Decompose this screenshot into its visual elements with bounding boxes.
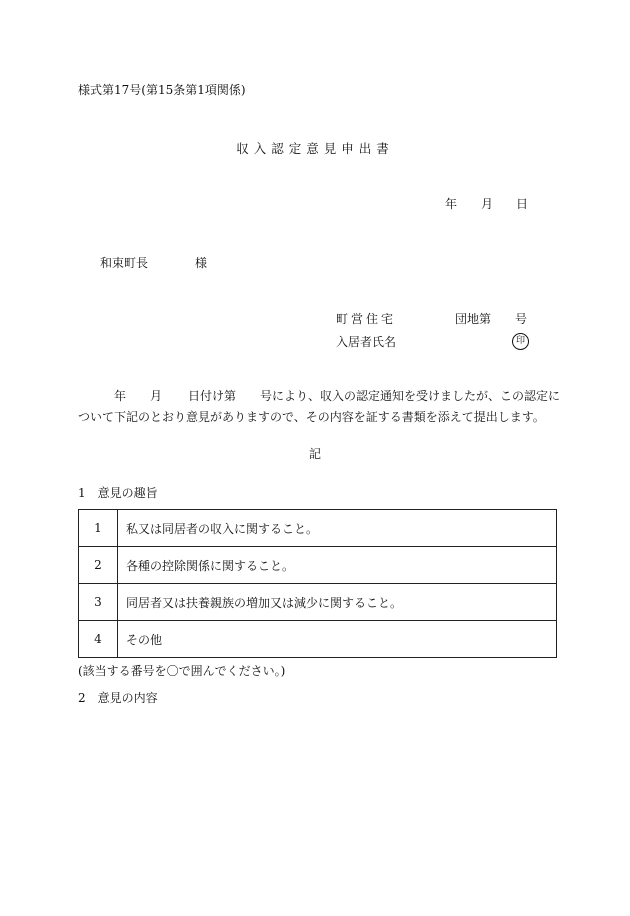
addressee-honorific: 様 [195, 256, 208, 270]
table-row [79, 584, 557, 621]
option-text: 各種の控除関係に関すること。 [118, 547, 557, 584]
addressee-name: 和束町長 [100, 256, 149, 270]
form-number: 様式第17号(第15条第1項関係) [78, 83, 246, 97]
document-title: 収入認定意見申出書 [236, 141, 394, 156]
options-table [78, 509, 557, 658]
option-number[interactable]: 3 [79, 584, 118, 621]
option-text: 同居者又は扶養親族の増加又は減少に関すること。 [118, 584, 557, 621]
option-number[interactable]: 2 [79, 547, 118, 584]
option-number[interactable]: 1 [79, 510, 118, 547]
body-line-1-text: 号により、収入の認定通知を受けましたが、この認定に [260, 389, 561, 403]
option-text: 私又は同居者の収入に関すること。 [118, 510, 557, 547]
resident-name-label: 入居者氏名 [336, 335, 397, 349]
date-day-label: 日 [516, 197, 529, 211]
body-dated-no: 日付け第 [188, 389, 237, 403]
date-year-label: 年 [445, 197, 458, 211]
date-month-label: 月 [481, 197, 494, 211]
table-row [79, 621, 557, 658]
body-month: 月 [150, 389, 163, 403]
body-year: 年 [114, 389, 127, 403]
body-line-2: ついて下記のとおり意見がありますので、その内容を証する書類を添えて提出します。 [78, 410, 545, 424]
section-2-heading: 2 意見の内容 [78, 691, 158, 705]
number-label: 号 [515, 312, 528, 326]
estate-label: 団地第 [455, 312, 492, 326]
body-line-1 [78, 390, 560, 402]
housing-label: 町営住宅 [336, 312, 397, 326]
seal-mark: 印 [512, 333, 529, 350]
option-number[interactable]: 4 [79, 621, 118, 658]
instruction-note: (該当する番号を〇で囲んでください。) [78, 664, 286, 678]
table-row [79, 510, 557, 547]
table-row [79, 547, 557, 584]
ki-heading: 記 [308, 447, 321, 461]
option-text: その他 [118, 621, 557, 658]
section-1-heading: 1 意見の趣旨 [78, 486, 158, 500]
